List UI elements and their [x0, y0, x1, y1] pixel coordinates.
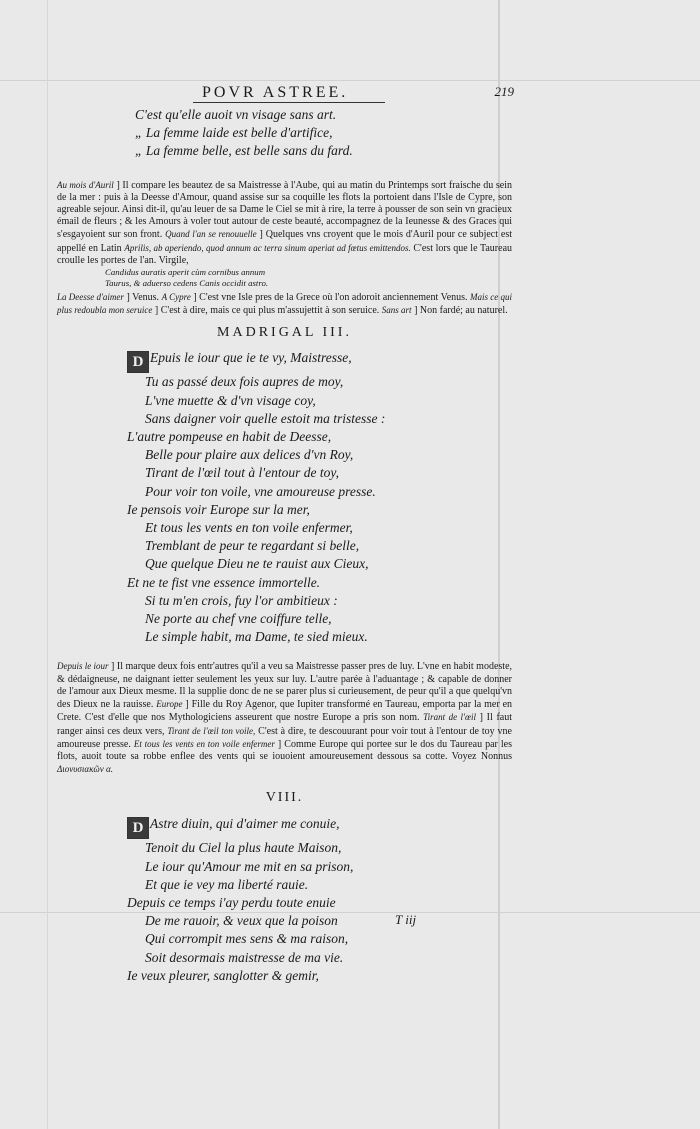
verse-line: Le simple habit, ma Dame, te sied mieux. — [145, 629, 368, 645]
scan-gridline — [0, 80, 700, 81]
verse-line: Pour voir ton voile, vne amoureuse presse. — [145, 483, 376, 499]
verse-line: L'autre pompeuse en habit de Deesse, — [127, 429, 332, 445]
madrigal-poem — [57, 349, 512, 646]
note-text: ] C'est à dire, mais ce qui plus m'assujettit à son seruice. — [154, 305, 380, 317]
verse-line: Qui corrompit mes sens & ma raison, — [145, 931, 349, 947]
latin-verse: Taurus, & aduerso cedens Canis occidit astro. — [105, 278, 269, 289]
section-title: VIII. — [265, 790, 304, 806]
verse-line: Ne porte au chef vne coiffure telle, — [145, 611, 332, 627]
verse-line: Le iour qu'Amour me mit en sa prison, — [145, 858, 354, 874]
book-page — [57, 84, 512, 985]
verse-line: Ie pensois voir Europe sur la mer, — [127, 501, 310, 517]
note-lemma: Au mois d'Auril — [57, 179, 114, 190]
note-text: ] Il faut ranger ainsi ces deux vers, — [57, 712, 513, 737]
verse-line: Tenoit du Ciel la plus haute Maison, — [145, 840, 342, 856]
verse-line: Tu as passé deux fois aupres de moy, — [145, 374, 344, 390]
note-lemma: Europe — [156, 699, 183, 710]
verse-line: Tirant de l'œil tout à l'entour de toy, — [145, 465, 340, 481]
verse-line: Soit desormais maistresse de ma vie. — [145, 949, 344, 965]
verse-line: Belle pour plaire aux delices d'vn Roy, — [145, 447, 354, 463]
verse-line: „ La femme laide est belle d'artifice, — [135, 125, 333, 141]
note-lemma: Mais ce qui plus redoubla mon seruice — [57, 292, 513, 316]
note-text: C'est lors que le Taureau croulle les portes de l'an. Virgile, — [57, 242, 513, 266]
commentary-block-2 — [57, 660, 512, 776]
commentary-block-1 — [57, 179, 512, 318]
madrigal-title: MADRIGAL III. — [217, 325, 352, 341]
verse-line: Sans daigner voir quelle estoit ma tristesse : — [145, 410, 386, 426]
verse-line: Que quelque Dieu ne te rauist aux Cieux, — [145, 556, 369, 572]
scan-gridline — [47, 0, 48, 1129]
opening-verse — [57, 106, 512, 161]
note-text: ] Quelques vns croyent que le mois d'Auril pour ce subject est appellé en Latin — [57, 229, 513, 254]
verse-line: Depuis ce temps i'ay perdu toute enuie — [127, 894, 336, 910]
verse-line: Et ne te fist vne essence immortelle. — [127, 574, 321, 590]
note-lemma: Tirant de l'œil ton voile, — [167, 725, 256, 736]
note-text: ] Il compare les beautez de sa Maistresse à l'Aube, qui au matin du Printemps sort fraische du sein de la mer : puis à la Deesse d'Amour, quand assise sur sa coquille les flots la portoient dans l'Isle de Cypre, son agreable sejour. Ainsi dit-il, qu'au leuer de sa Dame le Ciel se mit à rire, la terre à pousser de son sein vn gracieux émail de fleurs ; & les Amours à voler tout autour de ceste beauté, accompagnez de la Ieunesse & des Graces qui s'esgayoient sur son front. — [57, 179, 512, 241]
drop-cap: D — [127, 351, 149, 373]
note-lemma: Depuis le iour — [57, 661, 109, 672]
section-viii-poem — [57, 815, 512, 985]
verse-line: D Epuis le iour que ie te vy, Maistresse, — [127, 349, 512, 373]
note-text: ] C'est vne Isle pres de la Grece où l'on adoroit anciennement Venus. — [193, 292, 468, 304]
verse-line: Et tous les vents en ton voile enfermer, — [145, 520, 353, 536]
signature-mark: T iij — [395, 912, 417, 927]
running-title: POVR ASTREE. — [202, 84, 349, 101]
verse-line: L'vne muette & d'vn visage coy, — [145, 392, 316, 408]
note-lemma: Sans art — [381, 305, 412, 316]
page-header — [57, 84, 512, 106]
note-lemma: A Cypre — [161, 292, 191, 303]
latin-verse: Candidus auratis aperit cùm cornibus annum — [105, 267, 266, 278]
note-lemma: Tirant de l'œil — [423, 712, 476, 723]
verse-line: Tremblant de peur te regardant si belle, — [145, 538, 360, 554]
verse-line: C'est qu'elle auoit vn visage sans art. — [135, 107, 337, 122]
note-text: ] Venus. — [126, 292, 160, 304]
note-text: ] Comme Europe qui portee sur le dos du Taureau par les flots, auoit toute sa robbe enflee des vents qui se iouoient amoureusement dessous sa cotte. Voyez Nonnus — [57, 738, 513, 762]
commentary-paragraph — [57, 291, 512, 317]
note-lemma: Et tous les vents en ton voile enfermer — [133, 738, 275, 749]
header-rule — [193, 102, 385, 103]
verse-line: „ La femme belle, est belle sans du fard. — [135, 143, 353, 159]
note-text: ] Non fardé; au naturel. — [414, 305, 508, 317]
verse-line: De me rauoir, & veux que la poison — [145, 913, 338, 929]
note-text: ] Il marque deux fois entr'autres qu'il a veu sa Maistresse passer pres de luy. L'vne en habit modeste, & dédaigneuse, ne daignant ietter seulement les yeux sur luy. L'autre parée à l'aduantage ; & capable de donner de l'amour aux Dieux mesme. Il la supplie donc de ne se parer plus si curieusement, de peur qu'il a que quelqu'vn des Dieux ne la rauisse. — [57, 661, 513, 711]
note-lemma: La Deesse d'aimer — [57, 292, 124, 303]
verse-line: Si tu m'en crois, fuy l'or ambitieux : — [145, 592, 338, 608]
note-lemma: Quand l'an se renouuelle — [165, 229, 257, 240]
note-greek: Διονυσιακῶν α. — [57, 764, 113, 775]
verse-line: D Astre diuin, qui d'aimer me conuie, — [127, 815, 512, 839]
note-latin: Aprilis, ab aperiendo, quod annum ac terra sinum aperiat ad fœtus emittendos. — [124, 242, 411, 253]
drop-cap: D — [127, 817, 149, 839]
page-number: 219 — [494, 84, 514, 99]
note-text: ] Fille du Roy Agenor, que Iupiter transformé en Taureau, emporta par la mer en Crete. C'est d'elle que nos Mythologiciens asseurent que nostre Europe a pris son nom. — [57, 699, 513, 724]
note-text: C'est à dire, te descouurant pour voir tout à l'entour de toy vne amoureuse presse. — [57, 725, 512, 750]
verse-line: Et que ie vey ma liberté rauie. — [145, 876, 309, 892]
verse-line: Ie veux pleurer, sanglotter & gemir, — [127, 967, 319, 983]
